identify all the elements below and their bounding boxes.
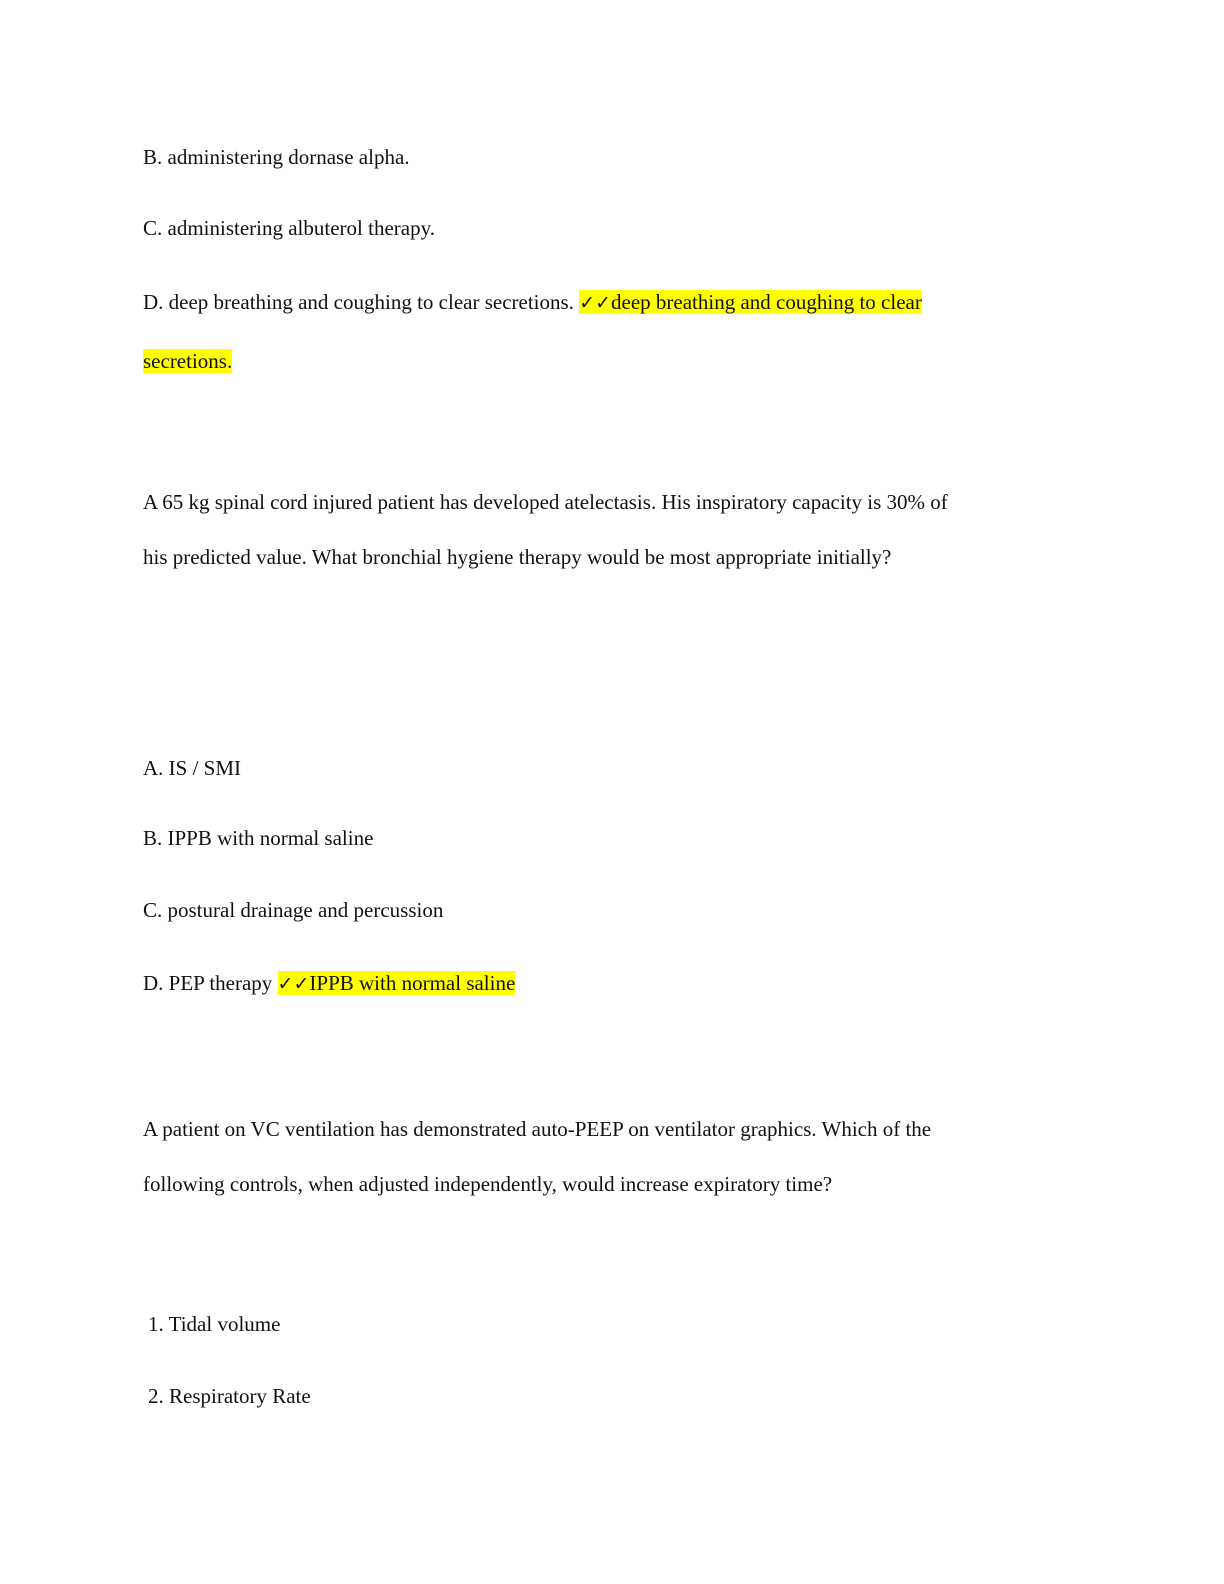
answer-continuation [143,348,232,374]
option-b-ippb: B. IPPB with normal saline [143,826,374,850]
option-d-pep [143,970,515,997]
double-check-icon: ✓✓ [579,292,612,314]
answer-highlight [278,971,516,995]
answer-text: IPPB with normal saline [309,971,516,995]
option-d-text: D. PEP therapy [143,971,273,995]
answer-text-line2: secretions. [143,349,233,373]
double-check-icon: ✓✓ [277,973,310,995]
option-d-text: D. deep breathing and coughing to clear secretions. [143,290,574,314]
option-d-deep-breathing [143,289,922,316]
answer-highlight [579,290,922,314]
question-stem-line1: A 65 kg spinal cord injured patient has developed atelectasis. His inspiratory capacity is 30% of [143,490,948,514]
option-c-postural-drainage: C. postural drainage and percussion [143,898,444,922]
option-b-dornase: B. administering dornase alpha. [143,145,410,169]
list-item-tidal-volume: 1. Tidal volume [148,1312,281,1336]
option-c-albuterol: C. administering albuterol therapy. [143,216,435,240]
list-item-respiratory-rate: 2. Respiratory Rate [148,1384,311,1408]
option-a-is-smi: A. IS / SMI [143,756,242,780]
question-stem-line2: following controls, when adjusted independently, would increase expiratory time? [143,1172,833,1196]
answer-text-line1: deep breathing and coughing to clear [611,290,922,314]
question-stem-line2: his predicted value. What bronchial hygiene therapy would be most appropriate initially? [143,545,892,569]
question-stem-line1: A patient on VC ventilation has demonstrated auto-PEEP on ventilator graphics. Which of the [143,1117,932,1141]
